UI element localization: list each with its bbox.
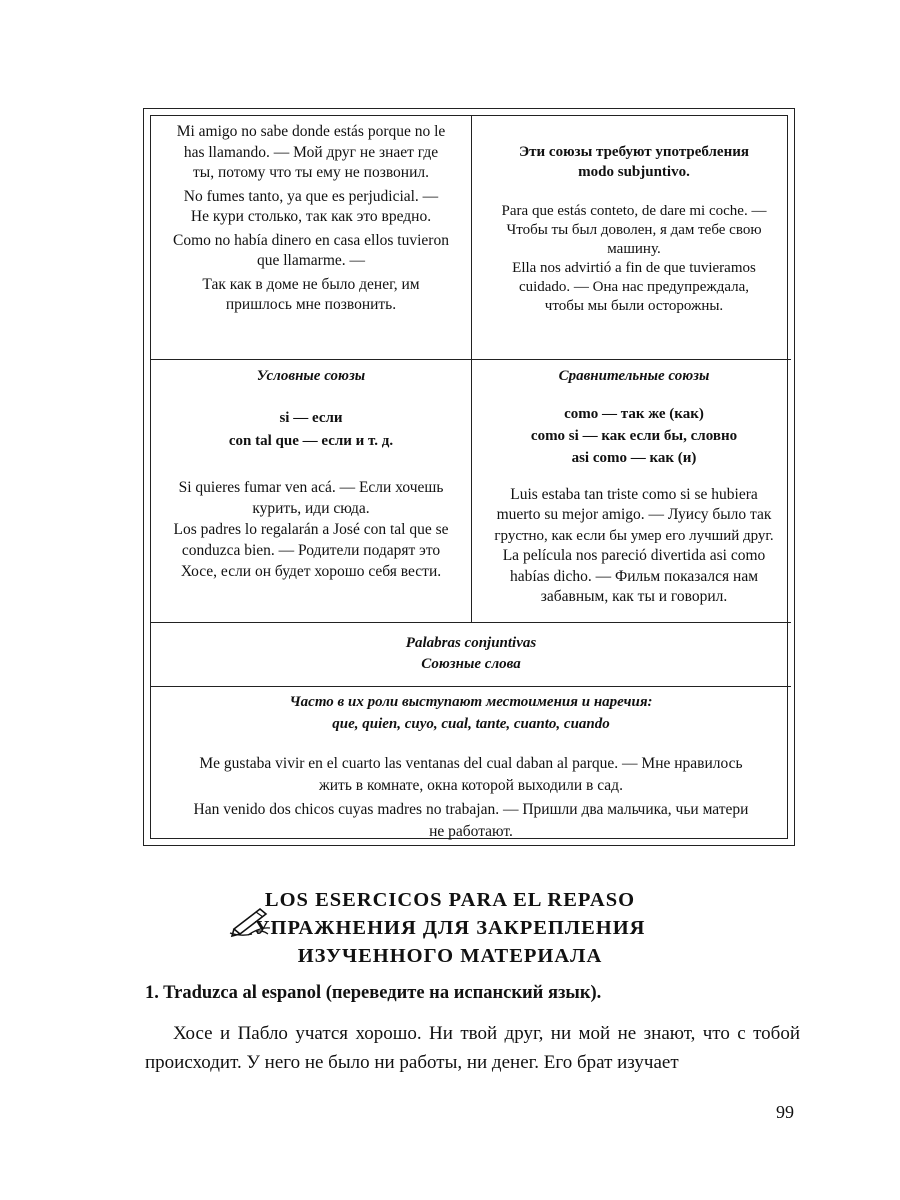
subjunctive-note: Эти союзы требуют употребления [518,144,749,160]
line: машину. [607,241,661,257]
line: Me gustaba vivir en el cuarto las ventanas del cual daban al parque. — Мне нравилось [199,755,743,772]
exercise-title: 1. Traduzca al espanol (переведите на испанский язык). [145,983,602,1003]
grammar-table [143,108,795,846]
title-line-ru-1: УПРАЖНЕНИЯ ДЛЯ ЗАКРЕПЛЕНИЯ [254,917,646,939]
line: Para que estás conteto, de dare mi coche. — [501,203,767,219]
page-number: 99 [776,1102,794,1122]
line: Luis estaba tan triste como si se hubiera [510,485,758,503]
rule-asi-como: asi como — как (и) [571,449,697,466]
line: Хосе, если он будет хорошо себя вести. [180,563,442,580]
line: пришлось мне позвонить. [225,296,397,313]
rule-con-tal-que: con tal que — если и т. д. [228,433,394,449]
line: cuidado. — Она нас предупреждала, [518,279,750,295]
rule-si: si — если [279,410,343,426]
title-line-es: LOS ESERCICOS PARA EL REPASO [264,889,636,911]
line: чтобы мы были осторожны. [544,298,724,314]
line: курить, иди сюда. [252,500,370,517]
section-title [160,886,740,970]
cell-conjunctive-words-examples [151,692,791,842]
grammar-table-inner [150,115,788,839]
heading-conditional: Условные союзы [256,368,366,384]
line: Чтобы ты был доволен, я дам тебе свою [506,222,762,238]
table-divider-row1 [151,359,791,360]
cell-conditional [155,366,467,582]
title-line-ru-2: ИЗУЧЕННОГО МАТЕРИАЛА [297,945,603,967]
subjunctive-note-line2: modo subjuntivo. [578,164,690,180]
rule-como: como — так же (как) [564,405,704,422]
list-conjunctive-words: que, quien, cuyo, cual, tante, cuanto, cuando [332,715,610,732]
line: забавным, как ты и говорил. [540,588,728,605]
line: грустно, как если бы умер его лучший друг. [494,527,774,544]
line: No fumes tanto, ya que es perjudicial. — [183,187,439,205]
rule-como-si: como si — как если бы, словно [530,427,738,444]
table-divider-row2 [151,622,791,623]
line: conduzca bien. — Родители подарят это [181,542,441,559]
exercise-text: Хосе и Пабло учатся хорошо. Ни твой друг, ни мой не знают, что с тобой происходит. У него не было ни работы, ни денег. Его брат изучает [145,1023,800,1073]
line: que llamarme. — [256,252,366,269]
line: не работают. [429,822,513,840]
cell-comparative [477,366,791,608]
line: Так как в доме не было денег, им [202,275,420,293]
line: has llamando. — Мой друг не знает где [183,143,439,161]
line: Ella nos advirtió a fin de que tuvieramos [512,260,756,276]
heading-comparative: Сравнительные союзы [558,368,710,384]
heading-soyuznye-slova: Союзные слова [421,656,521,672]
line: Han venido dos chicos cuyas madres no trabajan. — Пришли два мальчика, чьи матери [193,801,749,818]
line: Como no había dinero en casa ellos tuvieron [173,231,449,249]
table-divider-vertical [471,116,472,622]
heading-palabras-conjuntivas: Palabras conjuntivas [405,635,537,651]
table-divider-row3 [151,686,791,687]
line: жить в комнате, окна которой выходили в сад. [319,776,623,794]
cell-causal-examples [155,122,467,316]
line: La película nos pareció divertida asi como [502,547,766,564]
line: Si quieres fumar ven acá. — Если хочешь [178,479,444,496]
cell-final-conjunctions [477,142,791,316]
line: habías dicho. — Фильм показался нам [509,567,759,585]
line: Не кури столько, так как это вредно. [190,208,432,225]
line: muerto su mejor amigo. — Луису было так [496,506,772,523]
note-pronouns-adverbs: Часто в их роли выступают местоимения и наречия: [289,694,653,710]
line: Mi amigo no sabe donde estás porque no le [176,123,446,140]
line: Los padres lo regalarán a José con tal que se [173,521,449,538]
cell-conjunctive-words-heading [151,633,791,675]
line: ты, потому что ты ему не позвонил. [193,164,429,181]
